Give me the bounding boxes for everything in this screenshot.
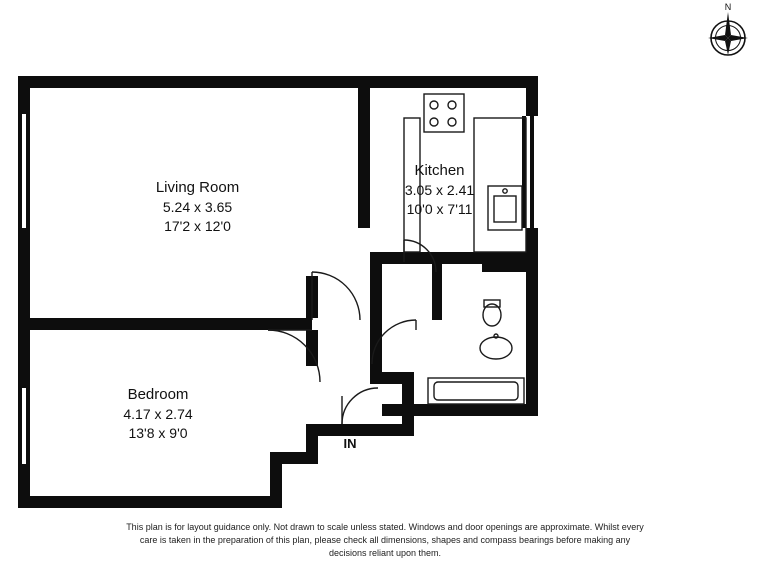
room-label-bedroom xyxy=(58,385,258,443)
room-dim-metric-kitchen: 3.05 x 2.41 xyxy=(404,182,475,199)
basin-icon xyxy=(480,334,512,359)
room-dim-imperial-living-room: 17'2 x 12'0 xyxy=(164,218,231,235)
compass-north-label: N xyxy=(724,2,732,12)
room-label-kitchen xyxy=(372,161,507,219)
room-label-living-room xyxy=(90,178,305,236)
compass-rose-icon xyxy=(700,2,756,62)
room-name-bedroom: Bedroom xyxy=(127,386,189,403)
room-dim-imperial-kitchen: 10'0 x 7'11 xyxy=(406,201,473,218)
room-name-living-room: Living Room xyxy=(155,179,240,196)
hob-icon xyxy=(424,94,464,132)
walls xyxy=(18,76,538,508)
room-dim-imperial-bedroom: 13'8 x 9'0 xyxy=(128,425,188,442)
plan-disclaimer: This plan is for layout guidance only. Not drawn to scale unless stated. Windows and door openings are approximate. Whilst every care is taken in the preparation of this plan, please check all dimensions, shapes and compass bearings before making any decisions reliant upon them. xyxy=(126,522,644,559)
room-dim-metric-living-room: 5.24 x 3.65 xyxy=(162,199,233,216)
room-dim-metric-bedroom: 4.17 x 2.74 xyxy=(123,406,193,423)
bath-icon xyxy=(428,378,524,404)
entrance-label: IN xyxy=(343,436,357,451)
room-name-kitchen: Kitchen xyxy=(414,162,465,179)
fixtures xyxy=(404,94,526,404)
wc-icon xyxy=(483,300,501,326)
